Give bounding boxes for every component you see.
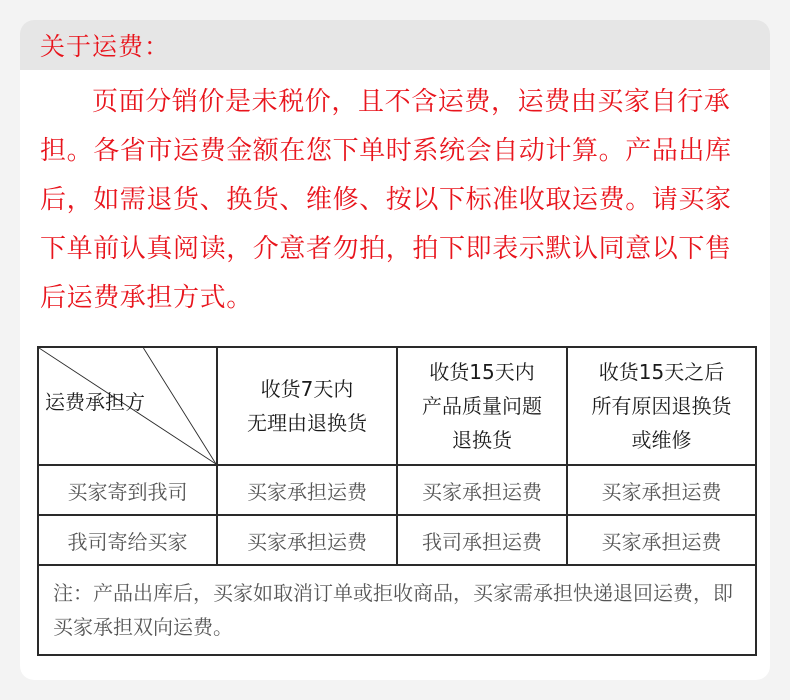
corner-header-cell: [38, 347, 217, 465]
section-title: 关于运费：: [40, 32, 171, 61]
shipping-fee-table: [37, 346, 757, 656]
table-cell: 买家承担运费: [397, 465, 567, 515]
column-header-7-days: [217, 347, 397, 465]
table-cell: 买家承担运费: [217, 515, 397, 565]
corner-label: 运费承担方: [45, 390, 145, 414]
column-header-label: 收货15天内 产品质量问题 退换货: [422, 360, 542, 452]
shipping-policy-card: [20, 20, 770, 680]
table-cell: 买家承担运费: [567, 465, 756, 515]
table-note-row: [38, 565, 756, 655]
row-label: 我司寄给买家: [38, 515, 217, 565]
table-cell: 我司承担运费: [397, 515, 567, 565]
policy-intro-text: 页面分销价是未税价，且不含运费，运费由买家自行承担。各省市运费金额在您下单时系统会自动计算。产品出库后，如需退货、换货、维修、按以下标准收取运费。请买家下单前认真阅读，介意者勿拍，拍下即表示默认同意以下售后运费承担方式。: [40, 87, 732, 313]
table-row: [38, 465, 756, 515]
column-header-label: 收货15天之后 所有原因退换货 或维修: [591, 360, 732, 452]
table-header-row: [38, 347, 756, 465]
table-note: 注：产品出库后，买家如取消订单或拒收商品，买家需承担快递退回运费，即买家承担双向运费。: [38, 565, 756, 655]
table-row: [38, 515, 756, 565]
table-cell: 买家承担运费: [567, 515, 756, 565]
section-header: [20, 20, 770, 70]
row-label: 买家寄到我司: [38, 465, 217, 515]
table-cell: 买家承担运费: [217, 465, 397, 515]
column-header-label: 收货7天内 无理由退换货: [247, 377, 367, 435]
column-header-after-15-days: [567, 347, 756, 465]
column-header-15-days: [397, 347, 567, 465]
